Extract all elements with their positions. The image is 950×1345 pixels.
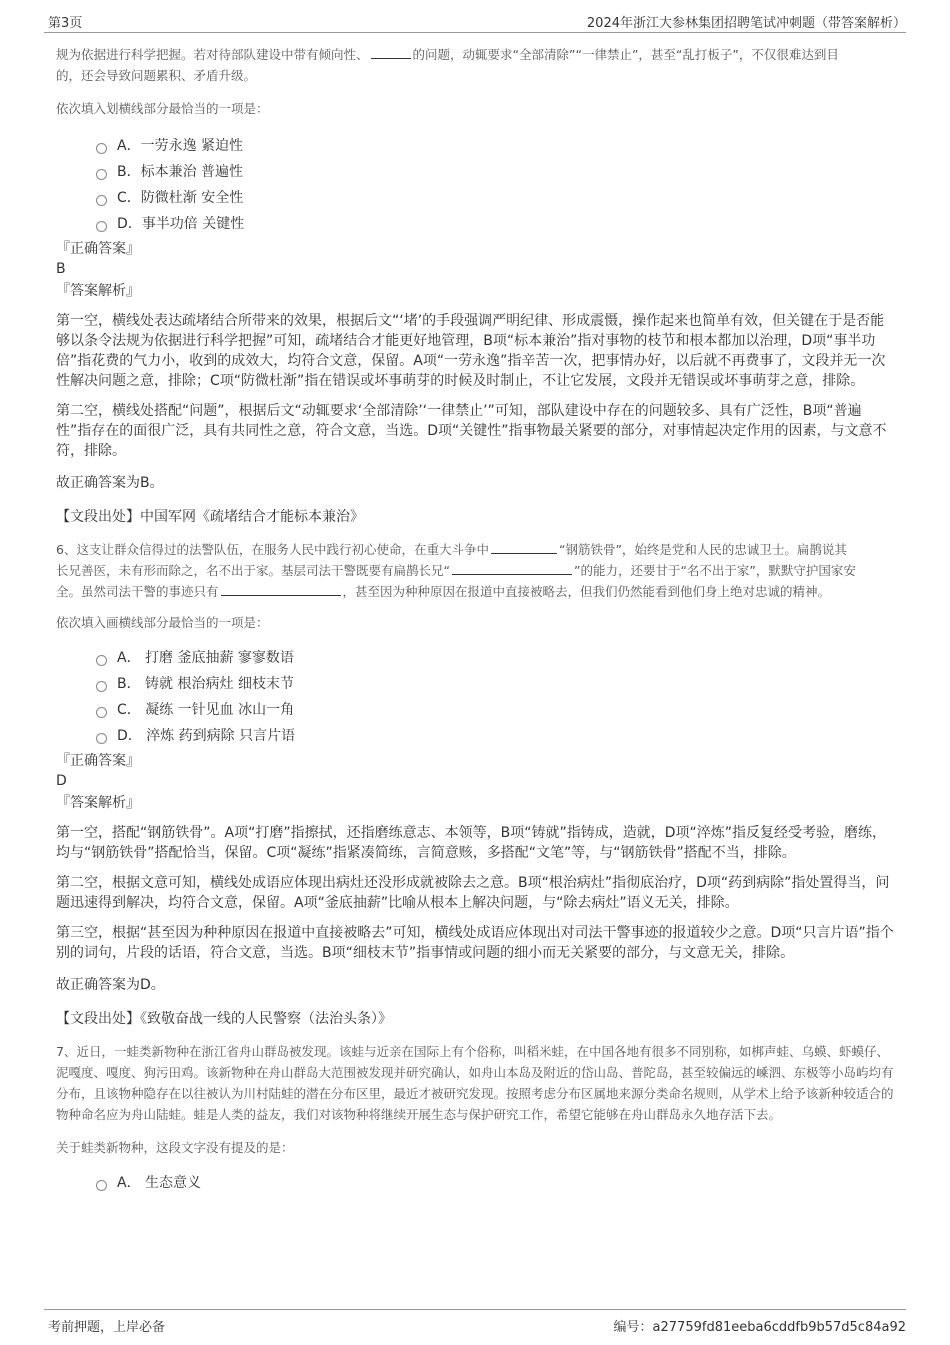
option-label: A．一劳永逸 紧迫性: [117, 138, 244, 154]
option-label: C． 凝练 一针见血 冰山一角: [117, 702, 295, 718]
answer-label: 『正确答案』: [56, 753, 140, 769]
q5-text-2: 的问题，动辄要求“全部清除”“一律禁止”，甚至“乱打板子”，不仅很难达到目: [412, 47, 839, 62]
blank: [221, 583, 341, 596]
q6-passage: [56, 539, 894, 602]
q6-text-5: 全。虽然司法干警的事迹只有: [56, 584, 219, 599]
option-label: D． 淬炼 药到病除 只言片语: [117, 728, 296, 744]
document-id: 编号：a27759fd81eeba6cddfb9b57d5c84a92: [613, 1320, 906, 1335]
option-b[interactable]: [96, 671, 894, 697]
q6-text-2: “钢筋铁骨”，始终是党和人民的忠诚卫士。扁鹊说其: [558, 542, 847, 557]
radio-icon[interactable]: [96, 707, 107, 718]
option-label: B．标本兼治 普遍性: [117, 164, 244, 180]
option-label: C．防微杜渐 安全性: [117, 190, 244, 206]
q6-text-3: 长兄善医，未有形而除之，名不出于家。基层司法干警既要有扁鹊长兄“: [56, 563, 450, 578]
conclusion: 故正确答案为B。: [56, 475, 164, 491]
option-b[interactable]: [96, 159, 894, 185]
q5-prompt: 依次填入划横线部分最恰当的一项是：: [56, 101, 269, 116]
blank: [452, 562, 572, 575]
option-a[interactable]: [96, 645, 894, 671]
header-divider: [44, 32, 906, 33]
radio-icon[interactable]: [96, 733, 107, 744]
blank: [491, 541, 557, 554]
radio-icon[interactable]: [96, 221, 107, 232]
conclusion: 故正确答案为D。: [56, 977, 165, 993]
analysis-paragraph: 第二空，横线处搭配“问题”，根据后文“动辄要求‘全部清除’‘一律禁止’”可知，部队建设中存在的问题较多、具有广泛性，B项“普遍性”指存在的面很广泛，具有共同性之意，符合文意，当选。D项“关键性”指事物最关紧要的部分，对事情起决定作用的因素，与文意不符，排除。: [56, 403, 887, 459]
page-header: [0, 0, 950, 34]
q6-text-1: 6、这支让群众信得过的法警队伍，在服务人民中践行初心使命，在重大斗争中: [56, 542, 489, 557]
q6-text-4: ”的能力，还要甘于“名不出于家”，默默守护国家安: [573, 563, 856, 578]
blank: [371, 46, 411, 59]
radio-icon[interactable]: [96, 1180, 107, 1191]
q5-passage-tail: [56, 44, 894, 86]
answer-label: 『正确答案』: [56, 241, 140, 257]
main-content: [56, 44, 894, 1196]
q6-text-6: ，甚至因为种种原因在报道中直接被略去，但我们仍然能看到他们身上绝对忠诚的精神。: [342, 584, 831, 599]
page-footer: [0, 1305, 950, 1345]
analysis-label: 『答案解析』: [56, 795, 140, 811]
option-label: A． 打磨 釜底抽薪 寥寥数语: [117, 650, 294, 666]
answer-value: D: [56, 773, 67, 789]
option-label: B． 铸就 根治病灶 细枝末节: [117, 676, 294, 692]
analysis-label: 『答案解析』: [56, 283, 140, 299]
radio-icon[interactable]: [96, 169, 107, 180]
option-label: A． 生态意义: [117, 1175, 202, 1191]
q6-options: [56, 645, 894, 749]
source: 【文段出处】中国军网《疏堵结合才能标本兼治》: [56, 509, 364, 525]
option-label: D．事半功倍 关键性: [117, 216, 245, 232]
option-a[interactable]: [96, 1170, 894, 1196]
option-c[interactable]: [96, 185, 894, 211]
q7-options: [56, 1170, 894, 1196]
q6-prompt: 依次填入画横线部分最恰当的一项是：: [56, 615, 269, 630]
radio-icon[interactable]: [96, 655, 107, 666]
q5-text-3: 的，还会导致问题累积、矛盾升级。: [56, 68, 257, 83]
option-c[interactable]: [96, 697, 894, 723]
analysis-paragraph: 第一空，搭配“钢筋铁骨”。A项“打磨”指擦拭，还指磨练意志、本领等，B项“铸就”指铸成，造就，D项“淬炼”指反复经受考验，磨练，均与“钢筋铁骨”搭配恰当，保留。C项“凝练”指紧凑简练，言简意赅，多搭配“文笔”等，与“钢筋铁骨”搭配不当，排除。: [56, 825, 886, 861]
option-a[interactable]: [96, 133, 894, 159]
analysis-paragraph: 第二空，根据文意可知，横线处成语应体现出病灶还没形成就被除去之意。B项“根治病灶”指彻底治疗，D项“药到病除”指处置得当，问题迅速得到解决，均符合文意，保留。A项“釜底抽薪”比喻从根本上解决问题，与“除去病灶”语义无关，排除。: [56, 875, 890, 911]
q5-options: [56, 133, 894, 237]
source: 【文段出处】《致敬奋战一线的人民警察（法治头条）》: [56, 1011, 392, 1027]
analysis-paragraph: 第三空，根据“甚至因为种种原因在报道中直接被略去”可知，横线处成语应体现出对司法干警事迹的报道较少之意。D项“只言片语”指个别的词句，片段的话语，符合文意，当选。B项“细枝末节”指事情或问题的细小而无关紧要的部分，与文意无关，排除。: [56, 925, 894, 961]
radio-icon[interactable]: [96, 195, 107, 206]
q7-prompt: 关于蛙类新物种，这段文字没有提及的是：: [56, 1140, 294, 1155]
radio-icon[interactable]: [96, 143, 107, 154]
option-d[interactable]: [96, 211, 894, 237]
analysis-paragraph: 第一空，横线处表达疏堵结合所带来的效果，根据后文“‘堵’的手段强调严明纪律、形成震慑，操作起来也简单有效，但关键在于是否能够以条令法规为依据进行科学把握”可知，疏堵结合才能更好地管理，B项“标本兼治”指对事物的枝节和根本都加以治理，D项“事半功倍”指花费的气力小，收到的成效大，均符合文意，保留。A项“一劳永逸”指辛苦一次，把事情办好，以后就不再费事了，文段并无一次性解决问题之意，排除；C项“防微杜渐”指在错误或坏事萌芽的时候及时制止，不让它发展，文段并无错误或坏事萌芽之意，排除。: [56, 313, 886, 389]
q5-text-1: 规为依据进行科学把握。若对待部队建设中带有倾向性、: [56, 47, 369, 62]
answer-value: B: [56, 261, 66, 277]
option-d[interactable]: [96, 723, 894, 749]
footer-divider: [44, 1309, 906, 1310]
q7-passage: 7、近日，一蛙类新物种在浙江省舟山群岛被发现。该蛙与近亲在国际上有个俗称，叫稻米蛙，在中国各地有很多不同别称，如梆声蛙、乌蟆、虾蟆仔、泥嘎度、嘎度、狗污田鸡。该新物种在舟山群岛大范围被发现并研究确认，如舟山本岛及附近的岱山岛、普陀岛，甚至较偏远的嵊泗、东极等小岛屿均有分布，且该物种隐存在以往被认为川村陆蛙的潜在分布区里，最近才被研究发现。按照考虑分布区属地来源分类命名规则，从学术上给予该新种较适合的物种命名应为舟山陆蛙。蛙是人类的益友，我们对该物种将继续开展生态与保护研究工作，希望它能够在舟山群岛永久地存活下去。: [56, 1044, 894, 1122]
radio-icon[interactable]: [96, 681, 107, 692]
page-number: 第3页: [48, 16, 83, 31]
document-title: 2024年浙江大参林集团招聘笔试冲刺题（带答案解析）: [586, 16, 906, 31]
footer-slogan: 考前押题，上岸必备: [48, 1320, 166, 1335]
